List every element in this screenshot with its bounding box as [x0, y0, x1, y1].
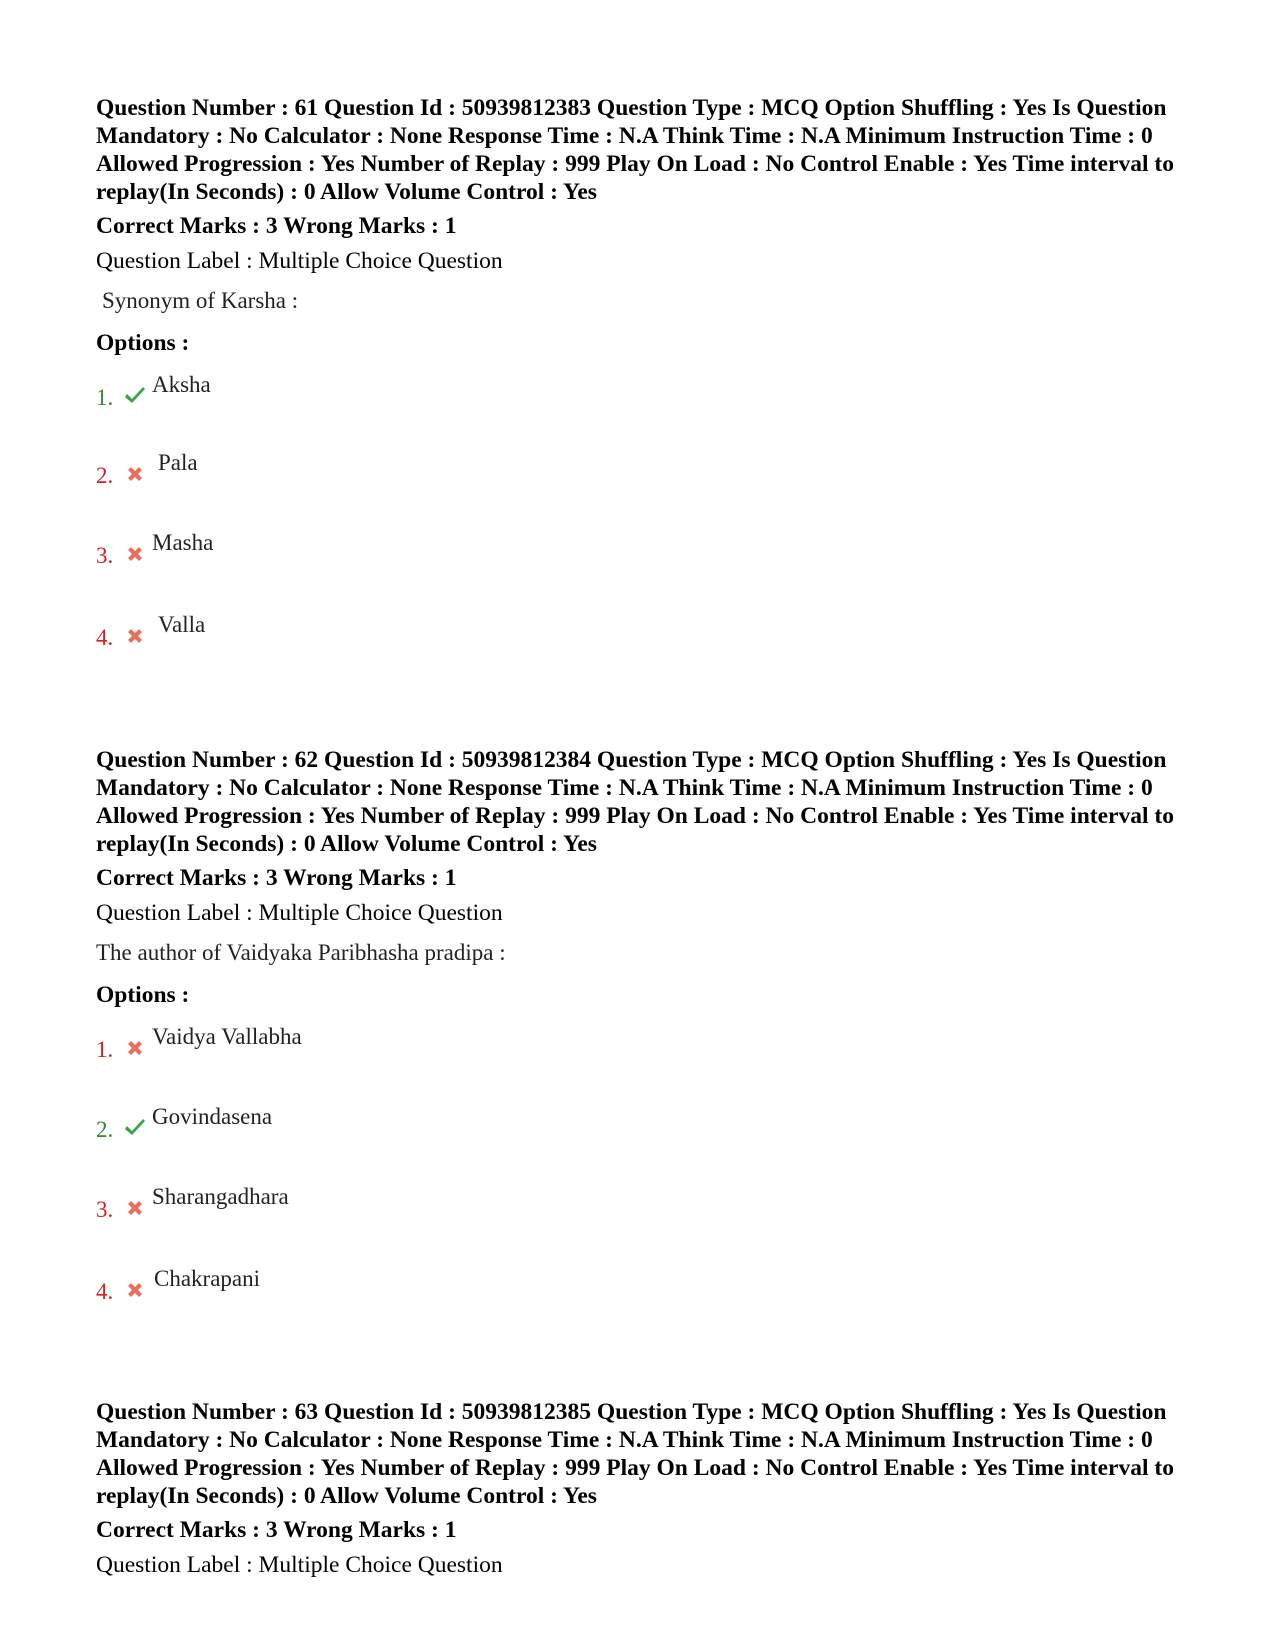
question-marks: Correct Marks : 3 Wrong Marks : 1	[96, 1517, 457, 1543]
option-text: Masha	[152, 530, 214, 555]
option-text: Sharangadhara	[152, 1184, 289, 1209]
option-item	[96, 1103, 896, 1143]
option-text: Aksha	[152, 372, 211, 397]
option-text: Vaidya Vallabha	[152, 1024, 302, 1049]
cross-icon	[122, 1195, 148, 1221]
option-number: 4.	[96, 625, 114, 650]
option-number: 2.	[96, 1117, 114, 1142]
option-text: Govindasena	[152, 1104, 273, 1129]
option-item	[96, 529, 896, 569]
option-text: Chakrapani	[154, 1266, 261, 1291]
options-heading: Options :	[96, 982, 190, 1008]
cross-icon	[122, 1035, 148, 1061]
question-label: Question Label : Multiple Choice Question	[96, 1552, 503, 1578]
option-text: Valla	[158, 612, 206, 637]
question-block-62	[96, 746, 1196, 1315]
question-stem: The author of Vaidyaka Paribhasha pradipa :	[96, 940, 506, 965]
question-block-61	[96, 94, 1196, 663]
cross-icon	[122, 623, 148, 649]
cross-icon	[122, 1277, 148, 1303]
question-block-63	[96, 1398, 1196, 1579]
question-stem: Synonym of Karsha :	[102, 288, 299, 313]
option-item	[96, 371, 896, 411]
question-meta: Question Number : 63 Question Id : 50939812385 Question Type : MCQ Option Shuffling : Yes Is Question Mandatory : No Calculator : None Response Time : N.A Think Time : N.A Minimum Instruction Time : 0 Allowed Progression : Yes Number of Replay : 999 Play On Load : No Control Enable : Yes Time interval to replay(In Seconds) : 0 Allow Volume Control : Yes	[96, 1399, 1174, 1509]
option-number: 2.	[96, 463, 114, 488]
check-icon	[122, 383, 148, 409]
option-number: 4.	[96, 1279, 114, 1304]
option-item	[96, 1183, 896, 1223]
option-text: Pala	[158, 450, 198, 475]
option-number: 3.	[96, 543, 114, 568]
option-number: 1.	[96, 385, 114, 410]
check-icon	[122, 1115, 148, 1141]
cross-icon	[122, 541, 148, 567]
option-item	[96, 1265, 896, 1305]
options-list	[96, 363, 1196, 663]
question-meta: Question Number : 62 Question Id : 50939812384 Question Type : MCQ Option Shuffling : Yes Is Question Mandatory : No Calculator : None Response Time : N.A Think Time : N.A Minimum Instruction Time : 0 Allowed Progression : Yes Number of Replay : 999 Play On Load : No Control Enable : Yes Time interval to replay(In Seconds) : 0 Allow Volume Control : Yes	[96, 747, 1174, 857]
option-number: 1.	[96, 1037, 114, 1062]
options-heading: Options :	[96, 330, 190, 356]
cross-icon	[122, 461, 148, 487]
options-list	[96, 1015, 1196, 1315]
question-marks: Correct Marks : 3 Wrong Marks : 1	[96, 213, 457, 239]
question-label: Question Label : Multiple Choice Question	[96, 900, 503, 926]
question-marks: Correct Marks : 3 Wrong Marks : 1	[96, 865, 457, 891]
question-label: Question Label : Multiple Choice Question	[96, 248, 503, 274]
option-number: 3.	[96, 1197, 114, 1222]
option-item	[96, 611, 896, 651]
option-item	[96, 449, 896, 489]
question-meta: Question Number : 61 Question Id : 50939812383 Question Type : MCQ Option Shuffling : Yes Is Question Mandatory : No Calculator : None Response Time : N.A Think Time : N.A Minimum Instruction Time : 0 Allowed Progression : Yes Number of Replay : 999 Play On Load : No Control Enable : Yes Time interval to replay(In Seconds) : 0 Allow Volume Control : Yes	[96, 95, 1174, 205]
option-item	[96, 1023, 896, 1063]
